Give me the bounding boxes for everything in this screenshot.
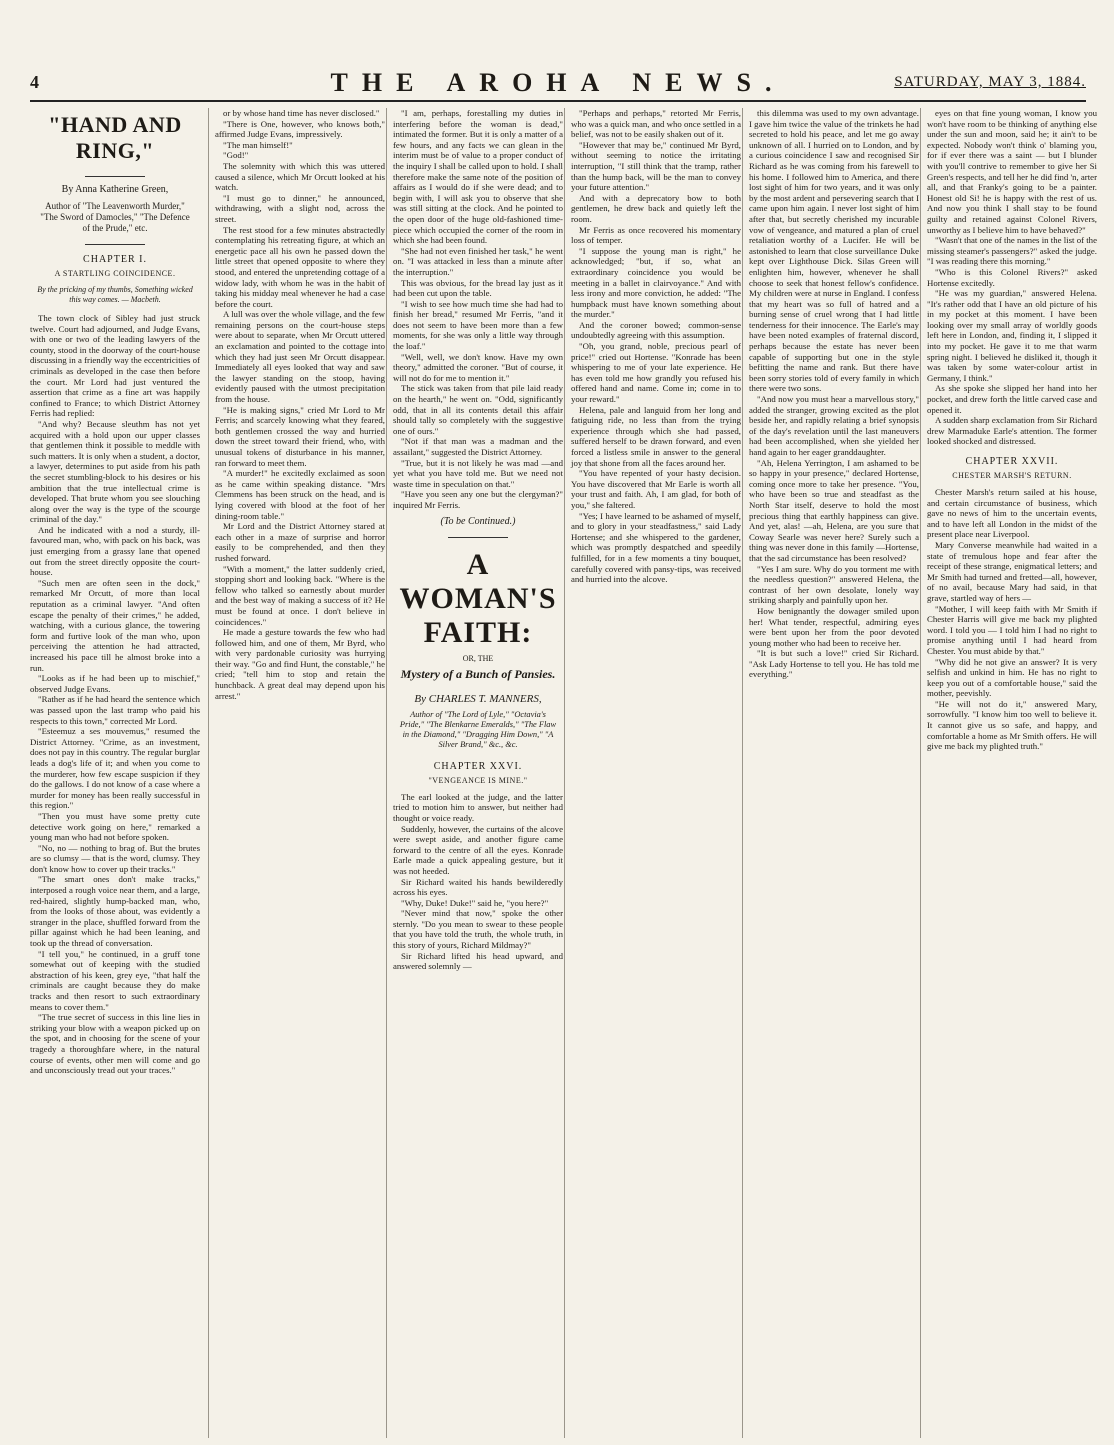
paragraph: He made a gesture towards the few who had followed him, and one of them, Mr Byrd, who with very pardonable curiosity was hurrying their way. "Go and find Hunt, the constable," he cried; "tell him to stop and retain the hunchback. A great deal may depend upon his arrest." bbox=[215, 627, 385, 701]
paragraph: "Ah, Helena Yerrington, I am ashamed to be so happy in your presence," declared Hortense, coming once more to take her presence. "You, who have been so true and steadfast as the North Star itself, deserve to hold the most precious thing that earthly happiness can give. And yet, alas! —ah, Helena, are you sure that Coway Searle was never here? Surely such a thing was never done in this family —Hortense, that the sad circumstance has been resolved? bbox=[749, 457, 919, 563]
paragraph: Mr Lord and the District Attorney stared at each other in a maze of surprise and horror easily to be comprehended, and then they rushed forward. bbox=[215, 521, 385, 563]
column-1 bbox=[30, 108, 200, 1438]
paragraph: eyes on that fine young woman, I know you won't have room to be thinking of anything else under the sun and moon, said he; it ain't to be expected. Nobody won't think o' blaming you, for if ever there was a saint — but I blunder with you'll contrive to remember to give her Si Green's respects, and tell her he did find 'n, arter all, and that Franky's going to be a painter. Honest old Si! he is happy with the rest of us. And now you think I shall stay to be found guilty and retained against Colonel Rivers, unworthy as I believe him to have behaved?" bbox=[927, 108, 1097, 235]
paragraph: "God!" bbox=[223, 150, 249, 161]
paragraph: Chester Marsh's return sailed at his house, and certain circumstance of business, which gave no news of him to the uncertain events, and to have left all London in the midst of the present place near Liverpool. bbox=[927, 487, 1097, 540]
paragraph: A sudden sharp exclamation from Sir Richard drew Marmaduke Earle's attention. The former looked shocked and distressed. bbox=[927, 415, 1097, 447]
paragraph: The rest stood for a few minutes abstractedly contemplating his retreating figure, at which an energetic pace all his own he passed down the little street that opened opposite to where they stood, and entered the unpretending cottage of a widow lady, with whom he was in the habit of taking his midday meal whenever he had a case before the court. bbox=[215, 224, 385, 309]
paragraph: "You have repented of your hasty decision. You have discovered that Mr Earle is worth all your trust and faith. Ah, I am glad, for both of you," she faltered. bbox=[571, 468, 741, 510]
column-3-story-text bbox=[393, 108, 563, 511]
paragraph: Mr Ferris as once recovered his momentary loss of temper. bbox=[571, 224, 741, 246]
columns bbox=[30, 108, 1097, 1438]
paragraph: "With a moment," the latter suddenly cried, stopping short and looking back. "Where is the fellow who talked so earnestly about murder and the best way of making a success of it? He must be found at once. I don't believe in coincidences." bbox=[215, 563, 385, 627]
paragraph: "I am, perhaps, forestalling my duties in interfering before the woman is dead," intimated the former. But it is only a matter of a few hours, and any facts we can glean in the interim must be of value to a proper conduct of the inquiry I shall be called upon to hold. I shall therefore make the same note of the position of affairs as I would do if she were dead; and to begin with, I will ask you to observe that she was still sitting at the clock. And he pointed to the open door of the huge old-fashioned time-piece which occupied the corner of the room in which she had been found. bbox=[393, 108, 563, 246]
serial-chapter-title: "VENGEANCE IS MINE." bbox=[428, 775, 528, 785]
column-4-text bbox=[571, 108, 741, 585]
paragraph: "He was my guardian," answered Helena. "It's rather odd that I have an old picture of his in my pocket at this moment. I have been looking over my small array of worldly goods left here in London, and, finding it, I slipped it into my pocket. He gave it to me that warm spring night. I believed he disliked it, though it was taken by some water-colour artist in Germany, I think." bbox=[927, 288, 1097, 383]
paragraph: Sir Richard waited his hands bewilderedly across his eyes. bbox=[393, 876, 563, 898]
paragraph: "Then you must have some pretty cute detective work going on here," remarked a young man who had not before spoken. bbox=[30, 810, 200, 843]
masthead bbox=[30, 66, 1086, 102]
paragraph: "He is making signs," cried Mr Lord to Mr Ferris; and scarcely knowing what they feared, both gentlemen crossed the way and hurried down the street toward their friend, who, with unusual tokens of disturbance in his manner, ran forward to meet them. bbox=[215, 404, 385, 468]
paragraph: "The smart ones don't make tracks," interposed a rough voice near them, and a large, red-haired, slightly hump-backed man, who, from the looks of those about, was evidently a stranger in the place, shuffled forward from the pillar against which he had been leaning, and took up the thread of conversation. bbox=[30, 874, 200, 949]
column-3 bbox=[386, 108, 563, 1438]
paragraph: "Perhaps and perhaps," retorted Mr Ferris, who was a quick man, and who once settled in a belief, was not to be easily shaken out of it. bbox=[571, 108, 741, 140]
paragraph: "Who is this Colonel Rivers?" asked Hortense excitedly. bbox=[927, 266, 1097, 288]
paragraph: "Never mind that now," spoke the other sternly. "Do you mean to swear to these people that you have told the truth, the whole truth, in this story of yours, Richard Mildmay?" bbox=[393, 908, 563, 951]
paragraph: "Oh, you grand, noble, precious pearl of price!" cried out Hortense. "Konrade has been whispering to me of your late experience. He has even told me how grandly you refused his offered hand and name. Come in; come in to your reward." bbox=[571, 341, 741, 405]
paragraph: Suddenly, however, the curtains of the alcove were swept aside, and another figure came forward to the centre of all the eyes. Konrade Earle made a quick appealing gesture, but it was not heeded. bbox=[393, 823, 563, 876]
paragraph: This was obvious, for the bread lay just as it had been cut upon the table. bbox=[393, 277, 563, 299]
paragraph: "Not if that man was a madman and the assailant," suggested the District Attorney. bbox=[393, 436, 563, 457]
chapter-heading: CHAPTER I. bbox=[83, 254, 147, 265]
paragraph: "Wasn't that one of the names in the list of the missing steamer's passengers?" asked the judge. "I was reading there this morning." bbox=[927, 235, 1097, 267]
column-1-text bbox=[30, 313, 200, 1076]
paragraph: The town clock of Sibley had just struck twelve. Court had adjourned, and Judge Evans, with one or two of the leading lawyers of the county, stood in the doorway of the court-house discussing in a friendly way the eccentricities of criminals as developed in the case then before the court. Mr Lord had just ventured the assertion that crime as a fine art was happily confined to France; to which District Attorney Ferris had replied: bbox=[30, 313, 200, 419]
paragraph: "There is One, however, who knows both," affirmed Judge Evans, impressively. bbox=[215, 118, 385, 140]
paragraph: The stick was taken from that pile laid ready on the hearth," he went on. "Odd, significantly odd, that in all its contents detail this affair should tally so completely with the suggestive one of ours." bbox=[393, 383, 563, 436]
paragraph: And the coroner bowed; common-sense undoubtedly agreeing with this assumption. bbox=[571, 319, 741, 341]
paragraph: "I must go to dinner," he announced, withdrawing, with a slight nod, across the street. bbox=[215, 192, 385, 224]
page-number: 4 bbox=[30, 72, 39, 92]
paragraph: "Looks as if he had been up to mischief," observed Judge Evans. bbox=[30, 673, 200, 694]
byline-rule bbox=[85, 244, 145, 245]
column-6 bbox=[920, 108, 1097, 1438]
serial-author-note: Author of "The Lord of Lyle," "Octavia's Pride," "The Blenkarne Emeralds," "The Flaw in the Diamond," "Dragging Him Down," "A Silver Brand," &c., &c. bbox=[399, 709, 557, 749]
paragraph: "The man himself!" bbox=[223, 139, 293, 150]
paragraph: "And why? Because sleuthm has not yet acquired with a hold upon our upper classes that gentlemen think it possible to meddle with such matters. It is only when a student, a doctor, a lawyer, determines to put aside from his path the secret stumbling-block to his desires or his ambition that the true intellectual crime is developed. That brute whom you see slouching along over the way is the type of the scourge criminal of the day." bbox=[30, 418, 200, 525]
serial-byline: By CHARLES T. MANNERS, bbox=[414, 692, 542, 705]
serial-subtitle: Mystery of a Bunch of Pansies. bbox=[400, 666, 556, 681]
column-2 bbox=[208, 108, 385, 1438]
column-5-text bbox=[749, 108, 919, 680]
paragraph: this dilemma was used to my own advantage. I gave him twice the value of the trinkets he had secreted to hold his peace, and let me go away unknown of all. I hurried on to London, and by a curious coincidence I saw and recognised Sir Richard as he was coming from his farewell to his home. I followed him to America, and there lost sight of him for two years, and it was only by the most ardent and persevering search that I came upon him again. I never lost sight of him after that, but secretly cherished my incurable vow of vengeance, and matured a plan of cruel retaliation worthy of a Lucifer. He will be astonished to learn that close surveillance Duke kept over Lighthouse Dick. Silas Green will enlighten him, however, whenever he shall choose to seek that honest fellow's confidence. My children were at nurse in England. I confess that my heart was so full of hatred and a burning sense of cruel wrong that I had little tenderness for their innocence. The Earle's may have been noted examples of fraternal discord, perhaps because the estate has never been capable of supporting but one in the style befitting the name and rank. But there have been sorry stories told of every family in which there were two sons. bbox=[749, 108, 919, 394]
paragraph: "Why did he not give an answer? It is very selfish and unkind in him. He has no right to keep you out of a comfortable house," said the mother, peevishly. bbox=[927, 656, 1097, 699]
newspaper-title: THE AROHA NEWS. bbox=[330, 68, 786, 97]
column-4 bbox=[564, 108, 741, 1438]
paragraph: "I suppose the young man is right," he acknowledged; "but, if so, what an extraordinary coincidence you would be meeting in a ballet in clairvoyance." And with less irony and more conviction, he added: "The humpback must have known something about the murder." bbox=[571, 245, 741, 320]
column-5 bbox=[742, 108, 919, 1438]
column-2-text bbox=[215, 108, 385, 701]
paragraph: "She had not even finished her task," he went on. "I was attacked in less than a minute after the interruption." bbox=[393, 245, 563, 277]
paragraph: "And now you must hear a marvellous story," added the stranger, growing excited as the plot beside her, and rapidly relating a brief synopsis of the day's revelation until the last maneuvers had been accomplished, when she yielded her hand again to her eager granddaughter. bbox=[749, 394, 919, 457]
story-title: "HAND AND RING," bbox=[48, 112, 182, 163]
issue-date: SATURDAY, MAY 3, 1884. bbox=[894, 74, 1086, 90]
paragraph: The earl looked at the judge, and the latter tried to motion him to answer, but neither had thought or voice ready. bbox=[393, 791, 563, 823]
paragraph: Mary Converse meanwhile had waited in a state of tremulous hope and fear after the receipt of these strange, enigmatical letters; and Mr Smith had turned and fretted—all, however, of no avail, because Mary had said, in that grave, startled way of hers — bbox=[927, 539, 1097, 603]
paragraph: or by whose hand time has never disclosed." bbox=[223, 108, 380, 118]
paragraph: "Such men are often seen in the dock," remarked Mr Orcutt, of more than local reputation as a criminal lawyer. "And often escape the penalty of their crimes," he added, watching, with a curious glance, the towering form and furtive look of the man who, upon perceiving the attention he had attracted, increased his pace till he almost broke into a run. bbox=[30, 577, 200, 673]
paragraph: "Why, Duke! Duke!" said he, "you here?" bbox=[401, 897, 549, 908]
paragraph: "He will not do it," answered Mary, sorrowfully. "I know him too well to believe it. It cannot give us so safe, and happy, and comfortable a home as Mr Smith offers. He will give me back my plighted truth." bbox=[927, 698, 1097, 752]
paragraph: How benignantly the dowager smiled upon her! What tender, respectful, admiring eyes were bent upon her from the poor devoted young mother who had been to receive her. bbox=[749, 605, 919, 648]
paragraph: "Have you seen any one but the clergyman?" inquired Mr Ferris. bbox=[393, 489, 563, 510]
chapter-title: A STARTLING COINCIDENCE. bbox=[54, 269, 176, 278]
paragraph: "No, no — nothing to brag of. But the brutes are so clumsy — that is the word, clumsy. They don't know how to cover up their tracks." bbox=[30, 842, 200, 874]
paragraph: "However that may be," continued Mr Byrd, without seeming to notice the irritating interruption, "I still think that the tramp, rather than the hump back, will be the man to convey your future attention." bbox=[571, 139, 741, 193]
paragraph: "It is but such a love!" cried Sir Richard. "Ask Lady Hortense to tell you. He has told me everything." bbox=[749, 648, 919, 680]
paragraph: "A murder!" he excitedly exclaimed as soon as he came within speaking distance. "Mrs Clemmens has been struck on the head, and is lying covered with blood at the foot of her dining-room table." bbox=[215, 468, 385, 521]
column-3-serial-text bbox=[393, 792, 563, 972]
paragraph: And he indicated with a nod a sturdy, ill-favoured man, who, with pack on his back, was just emerging from a grassy lane that opened out from the street directly opposite the court-house. bbox=[30, 524, 200, 578]
story-byline: By Anna Katherine Green, bbox=[61, 184, 169, 195]
story-author-note: Author of "The Leavenworth Murder," "The Sword of Damocles," "The Defence of the Prude," etc. bbox=[40, 201, 190, 233]
paragraph: And with a deprecatory bow to both gentlemen, he drew back and quietly left the room. bbox=[571, 192, 741, 224]
serial-chapter-heading: CHAPTER XXVI. bbox=[433, 760, 523, 772]
chapter-epigraph: By the pricking of my thumbs, Something wicked this way comes. — Macbeth. bbox=[37, 285, 193, 304]
section-rule bbox=[448, 537, 508, 538]
column-6-text bbox=[927, 108, 1097, 447]
paragraph: "Esteemuz a ses mouvemus," resumed the District Attorney. "Crime, as an investment, does not pay in this country. The regular burglar leads a dog's life of it; and when you come to the murderer, how few escape suspicion if they do the gallows. I do not know of a case where a murder for money has been really successful in this region." bbox=[30, 726, 200, 811]
serial-chapter-2-heading: CHAPTER XXVII. bbox=[965, 456, 1059, 467]
paragraph: "Yes; I have learned to be ashamed of myself, and to glory in your steadfastness," said Lady Hortense; and she whispered to the gardener, which was promptly despatched and speedily fulfilled, for in a few moments a tiny bouquet, carefully covered with pansy-tips, was received and hurried into the alcove. bbox=[571, 510, 741, 585]
paragraph: Sir Richard lifted his head upward, and answered solemnly — bbox=[393, 950, 563, 972]
paragraph: "Mother, I will keep faith with Mr Smith if Chester Harris will give me back my plighted word. I told you — I told him I had no right to promise anything until I had heard from Chester. You must abide by that." bbox=[927, 603, 1097, 656]
paragraph: The solemnity with which this was uttered caused a silence, which Mr Orcutt looked at his watch. bbox=[215, 160, 385, 193]
paragraph: "I wish to see how much time she had had to finish her bread," resumed Mr Ferris, "and it does not seem to have been more than a few moments, for she was only a little way through the loaf." bbox=[393, 298, 563, 352]
paragraph: A lull was over the whole village, and the few remaining persons on the court-house steps were about to separate, when Mr Orcutt uttered an exclamation and pointed to the cottage into which they had just seen Mr Orcutt disappear. Immediately all eyes looked that way and saw the lawyer standing on the stoop, having evidently paused with the utmost precipitation from the house. bbox=[215, 309, 385, 405]
paragraph: As she spoke she slipped her hand into her pocket, and drew forth the little carved case and opened it. bbox=[927, 383, 1097, 415]
paragraph: Helena, pale and languid from her long and fatiguing ride, no less than from the trying experience through which she had passed, suffered herself to be drawn forward, and even forced a listless smile in answer to the general joy that shone from all the faces around her. bbox=[571, 404, 741, 468]
paragraph: "Rather as if he had heard the sentence which was passed upon the last tramp who paid his respects to this town," corrected Mr Lord. bbox=[30, 694, 200, 726]
to-be-continued: (To be Continued.) bbox=[440, 515, 516, 527]
serial-or-label: OR, THE bbox=[462, 654, 494, 664]
column-6-text-b bbox=[927, 487, 1097, 752]
paragraph: "True, but it is not likely he was mad —and yet what you have told me. But we need not waste time in speculation on that." bbox=[393, 457, 563, 489]
title-rule bbox=[85, 176, 145, 177]
paragraph: "The true secret of success in this line lies in striking your blow with a weapon picked up on the spot, and in choosing for the scene of your tragedy a thoroughfare where, in the natural course of events, other men will come and go and unconsciously tread out your traces." bbox=[30, 1012, 200, 1076]
serial-title: A WOMAN'S FAITH: bbox=[399, 548, 557, 650]
paragraph: "Well, well, we don't know. Have my own theory," admitted the coroner. "But of course, it will not do for me to mention it." bbox=[393, 351, 563, 383]
paragraph: "Yes I am sure. Why do you torment me with the needless question?" answered Helena, the contrast of her own desolate, lonely way striking sharply and painfully upon her. bbox=[749, 563, 919, 606]
serial-chapter-2-title: CHESTER MARSH'S RETURN. bbox=[952, 471, 1072, 480]
paragraph: "I tell you," he continued, in a gruff tone somewhat out of keeping with the studied abstraction of his keen, grey eye, "that half the criminals are caught because they do make tracks and then resort to such extraordinary means to cover them." bbox=[30, 948, 200, 1012]
